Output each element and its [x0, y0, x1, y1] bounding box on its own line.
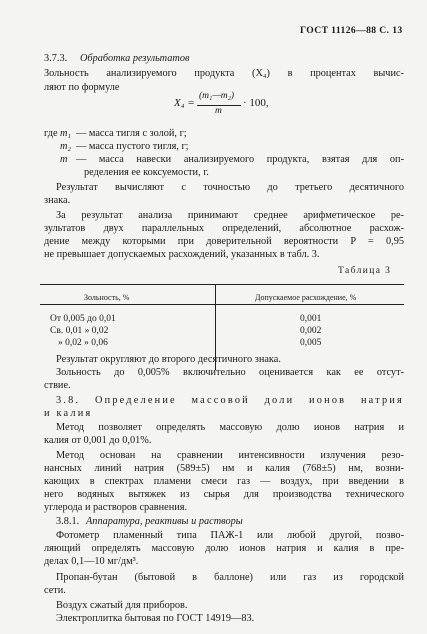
formula-lhs: X₄ = — [174, 97, 195, 109]
page-header: ГОСТ 11126—88 С. 13 — [300, 25, 403, 36]
paragraph-line: Результат округляют до второго десятичного знака. — [56, 354, 281, 365]
formula-denominator: m — [215, 106, 222, 116]
paragraph-line: не превышает допускаемых расхождений, указанных в табл. 3. — [44, 249, 320, 260]
paragraph-line: За результат анализа принимают среднее арифметическое ре- — [56, 210, 404, 221]
table-cell: 0,001 — [300, 314, 322, 324]
paragraph-line: ляющий определять массовую долю ионов натрия и калия в пре- — [44, 543, 404, 554]
table-header: Допускаемое расхождение, % — [255, 293, 357, 302]
paragraph-line: Воздух сжатый для приборов. — [56, 600, 188, 611]
paragraph-line: зультатов двух параллельных определений, абсолютное расхож- — [44, 223, 404, 234]
table-header: Зольность, % — [84, 293, 130, 302]
table-cell: » 0,02 » 0,06 — [58, 338, 108, 348]
paragraph-line: Метод основан на сравнении интенсивности излучения резо- — [56, 450, 404, 461]
table-cell: 0,002 — [300, 326, 322, 336]
table-cell: Св. 0,01 » 0,02 — [50, 326, 109, 336]
paragraph-line: Метод позволяет определять массовую долю ионов натрия и — [56, 422, 404, 433]
section-title: Обработка результатов — [80, 53, 190, 64]
formula-numerator: (m₁—m₂) — [199, 91, 235, 101]
definition-symbol: m₂ — [60, 141, 72, 152]
definition-text: — масса навески анализируемого продукта, взятая для оп- — [76, 154, 404, 165]
definitions-lead: где — [44, 128, 58, 139]
paragraph-line: Электроплитка бытовая по ГОСТ 14919—83. — [56, 613, 255, 624]
table-cell: 0,005 — [300, 338, 322, 348]
paragraph-line: Фотометр пламенный типа ПАЖ-1 или любой другой, позво- — [56, 530, 404, 541]
paragraph-line: него водяных вытяжек из сырья для производства технического — [44, 489, 404, 500]
section-number: 3.7.3. — [44, 53, 68, 64]
paragraph-line: делах 0,1—10 мг/дм³. — [44, 556, 139, 567]
definition-text: — масса пустого тигля, г; — [76, 141, 189, 152]
section-heading: 3.8. Определение массовой доли ионов натрия — [56, 395, 404, 406]
definition-text: — масса тигля с золой, г; — [76, 128, 187, 139]
formula-rhs: · 100, — [243, 97, 269, 109]
paragraph-line: Зольность анализируемого продукта (X₄) в процентах вычис- — [44, 68, 404, 79]
definition-continuation: ределения ее коксуемости, г. — [84, 167, 209, 178]
paragraph-line: кающих в спектрах пламени смеси газ — воздух, при введении в — [44, 476, 404, 487]
definition-symbol: m₁ — [60, 128, 72, 139]
paragraph-line: Результат вычисляют с точностью до третьего десятичного — [56, 182, 404, 193]
paragraph-line: ляют по формуле — [44, 82, 120, 93]
paragraph-line: углерода и растворов сравнения. — [44, 502, 188, 513]
definition-symbol: m — [60, 154, 68, 165]
paragraph-line: Зольность до 0,005% включительно оценивается как ее отсут- — [56, 367, 404, 378]
section-number: 3.8.1. — [56, 516, 80, 527]
section-title: Аппаратура, реактивы и растворы — [86, 516, 243, 527]
section-heading: и калия — [44, 408, 93, 419]
paragraph-line: дение между которыми при доверительной вероятности P = 0,95 — [44, 236, 404, 247]
table-top-rule — [40, 284, 404, 285]
paragraph-line: сети. — [44, 585, 66, 596]
paragraph-line: калия от 0,001 до 0,01%. — [44, 435, 152, 446]
table-cell: От 0,005 до 0,01 — [50, 314, 116, 324]
table-caption: Таблица 3 — [338, 266, 392, 276]
paragraph-line: Пропан-бутан (бытовой в баллоне) или газ из городской — [56, 572, 404, 583]
paragraph-line: ствие. — [44, 380, 71, 391]
paragraph-line: знака. — [44, 195, 71, 206]
paragraph-line: нансных линий натрия (589±5) нм и калия (768±5) нм, возни- — [44, 463, 404, 474]
table-header-rule — [40, 304, 404, 305]
